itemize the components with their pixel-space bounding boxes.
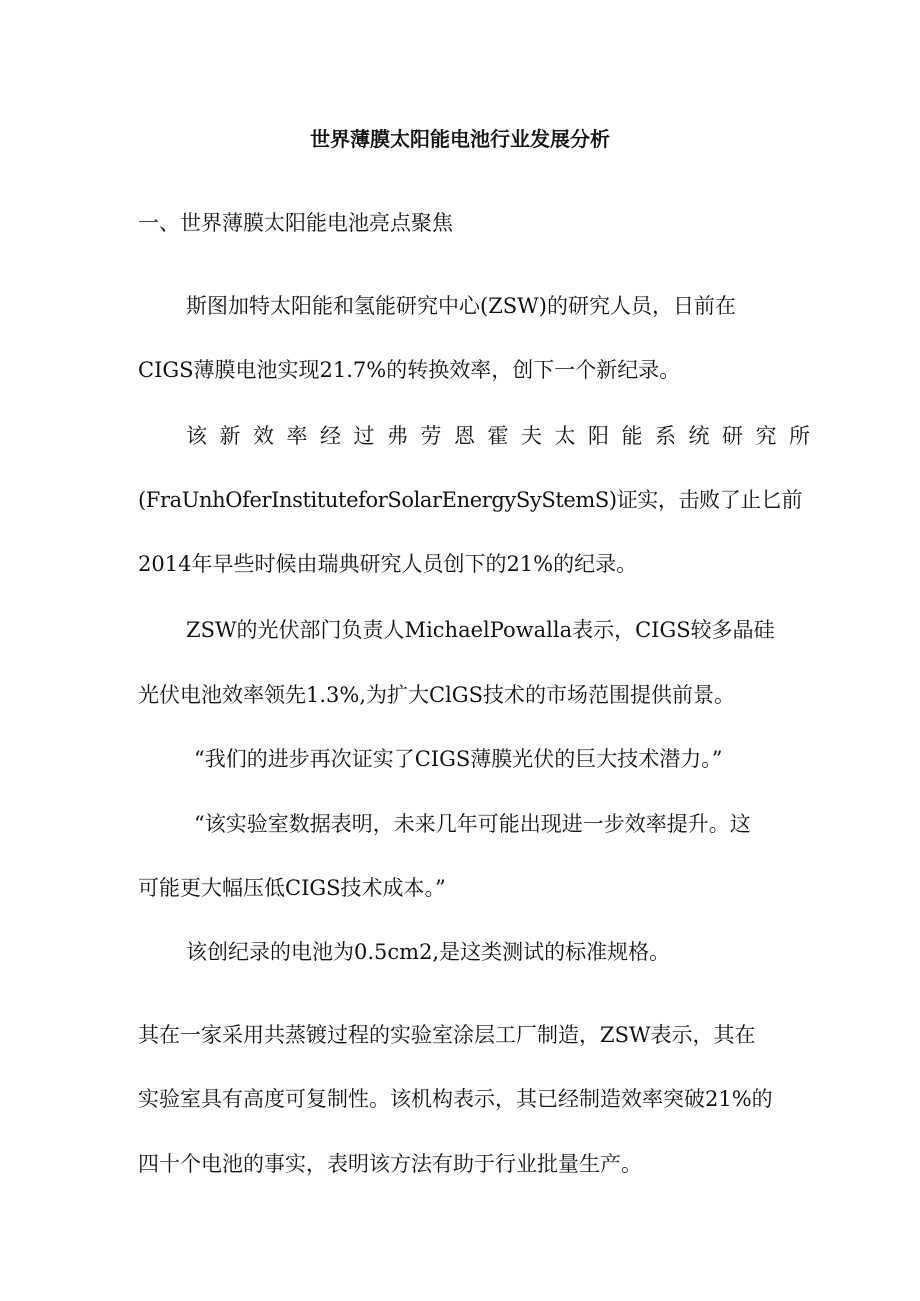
paragraph-line: 光伏电池效率领先1.3%,为扩大ClGS技术的市场范围提供前景。 bbox=[138, 683, 735, 707]
paragraph-line: 其在一家采用共蒸镀过程的实验室涂层工厂制造，ZSW表示，其在 bbox=[138, 1023, 756, 1047]
paragraph-line: 该新效率经过弗劳恩霍夫太阳能系统研究所 bbox=[186, 424, 823, 448]
paragraph-line: ZSW的光伏部门负责人MichaelPowalla表示，CIGS较多晶硅 bbox=[186, 618, 775, 642]
quote-line: 可能更大幅压低CIGS技术成本。” bbox=[138, 876, 446, 900]
quote-line: “该实验室数据表明，未来几年可能出现进一步效率提升。这 bbox=[194, 812, 751, 836]
document-title: 世界薄膜太阳能电池行业发展分析 bbox=[310, 127, 610, 151]
section-heading: 一、世界薄膜太阳能电池亮点聚焦 bbox=[138, 211, 453, 235]
paragraph-line: 实验室具有高度可复制性。该机构表示，其已经制造效率突破21%的 bbox=[138, 1087, 773, 1111]
paragraph-text: 斯图加特太阳能和氢能研究中心(ZSW)的研究人员，日前在 bbox=[186, 294, 736, 318]
paragraph-line: 四十个电池的事实，表明该方法有助于行业批量生产。 bbox=[138, 1152, 642, 1176]
paragraph-line: (FraUnhOferInstituteforSolarEnergySyStemS)证实，击败了止匕前 bbox=[138, 488, 803, 512]
paragraph-line bbox=[186, 291, 778, 321]
paragraph-line: 2014年早些时候由瑞典研究人员创下的21%的纪录。 bbox=[138, 552, 638, 576]
paragraph-line: CIGS薄膜电池实现21.7%的转换效率，创下一个新纪录。 bbox=[138, 358, 681, 382]
quote-line: “我们的进步再次证实了CIGS薄膜光伏的巨大技术潜力。” bbox=[194, 747, 723, 771]
paragraph-line: 该创纪录的电池为0.5cm2,是这类测试的标准规格。 bbox=[186, 940, 671, 964]
